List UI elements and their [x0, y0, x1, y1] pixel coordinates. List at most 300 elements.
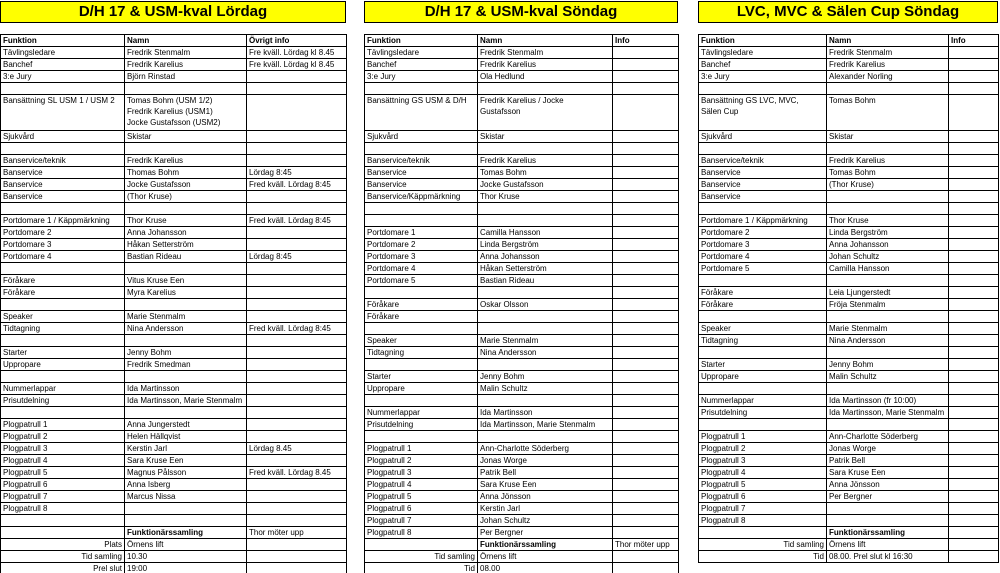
- function-cell: Bansättning GS USM & D/H: [365, 95, 478, 131]
- function-cell: Banservice: [699, 179, 827, 191]
- function-cell: Plogpatrull 4: [1, 455, 125, 467]
- function-cell: Tidtagning: [699, 335, 827, 347]
- name-cell: Håkan Setterström: [478, 263, 613, 275]
- table-row: [365, 419, 679, 431]
- name-cell: [478, 395, 613, 407]
- table-row: [699, 503, 999, 515]
- column-header: Namn: [125, 35, 247, 47]
- function-cell: [1, 515, 125, 527]
- table-row: [699, 431, 999, 443]
- function-cell: Portdomare 3: [1, 239, 125, 251]
- info-cell: [247, 191, 347, 203]
- function-cell: Uppropare: [699, 371, 827, 383]
- table-row: [1, 59, 347, 71]
- function-cell: Tid: [699, 551, 827, 563]
- name-cell: Bastian Rideau: [478, 275, 613, 287]
- function-cell: [365, 323, 478, 335]
- table-row: [365, 143, 679, 155]
- table-row: [365, 347, 679, 359]
- table-row: [1, 131, 347, 143]
- table-row: [365, 167, 679, 179]
- name-cell: Sara Kruse Een: [478, 479, 613, 491]
- function-cell: Banservice: [365, 179, 478, 191]
- info-cell: [613, 263, 679, 275]
- info-cell: [613, 203, 679, 215]
- table-row: [365, 251, 679, 263]
- info-cell: [949, 179, 999, 191]
- function-cell: [1, 407, 125, 419]
- column-header: Funktion: [1, 35, 125, 47]
- info-cell: [949, 455, 999, 467]
- name-cell: [827, 347, 949, 359]
- function-cell: Plogpatrull 5: [1, 467, 125, 479]
- function-cell: Portdomare 4: [699, 251, 827, 263]
- function-cell: Prisutdelning: [365, 419, 478, 431]
- name-cell: Camilla Hansson: [827, 263, 949, 275]
- info-cell: [949, 71, 999, 83]
- name-cell: Myra Karelius: [125, 287, 247, 299]
- table-row: [1, 347, 347, 359]
- function-cell: Banchef: [365, 59, 478, 71]
- table-row: [699, 71, 999, 83]
- table-row: [699, 443, 999, 455]
- table-row: [1, 287, 347, 299]
- function-cell: 3:e Jury: [365, 71, 478, 83]
- function-cell: Tidtagning: [1, 323, 125, 335]
- panel-title: D/H 17 & USM-kval Söndag: [364, 1, 678, 23]
- table-row: [365, 59, 679, 71]
- table-row: [1, 431, 347, 443]
- function-cell: [365, 287, 478, 299]
- name-cell: [827, 83, 949, 95]
- name-cell: Kerstin Jarl: [478, 503, 613, 515]
- table-row: [365, 407, 679, 419]
- name-cell: Skistar: [827, 131, 949, 143]
- table-row: [365, 527, 679, 539]
- name-cell: [125, 335, 247, 347]
- column-header: Info: [613, 35, 679, 47]
- roster-table: [0, 34, 347, 573]
- name-cell: Thomas Bohm: [125, 167, 247, 179]
- name-cell: Anna Johansson: [125, 227, 247, 239]
- table-row: [699, 95, 999, 131]
- info-cell: [613, 251, 679, 263]
- table-row: [699, 227, 999, 239]
- name-cell: Malin Schultz: [478, 383, 613, 395]
- table-row: [699, 203, 999, 215]
- name-cell: [125, 515, 247, 527]
- table-row: [699, 263, 999, 275]
- info-cell: [613, 239, 679, 251]
- name-cell: Marie Stenmalm: [125, 311, 247, 323]
- table-row: [699, 299, 999, 311]
- table-row: [365, 215, 679, 227]
- info-cell: [613, 551, 679, 563]
- function-cell: [365, 203, 478, 215]
- info-cell: [613, 71, 679, 83]
- info-cell: [613, 491, 679, 503]
- name-cell: 08.00. Prel slut kl 16:30: [827, 551, 949, 563]
- name-cell: Camilla Hansson: [478, 227, 613, 239]
- info-cell: Fred kväll. Lördag 8:45: [247, 323, 347, 335]
- info-cell: [613, 431, 679, 443]
- function-cell: Plogpatrull 4: [699, 467, 827, 479]
- function-cell: Plogpatrull 6: [699, 491, 827, 503]
- table-row: [699, 551, 999, 563]
- name-cell: Fredrik Stenmalm: [125, 47, 247, 59]
- function-cell: Banservice: [699, 191, 827, 203]
- info-cell: [949, 203, 999, 215]
- name-cell: Per Bergner: [827, 491, 949, 503]
- info-cell: [949, 359, 999, 371]
- info-cell: [613, 503, 679, 515]
- info-cell: [613, 467, 679, 479]
- info-cell: [247, 275, 347, 287]
- function-cell: [1, 335, 125, 347]
- function-cell: [1, 263, 125, 275]
- name-cell: [478, 323, 613, 335]
- table-row: [699, 395, 999, 407]
- name-cell: Anna Jönsson: [827, 479, 949, 491]
- name-cell: Ann-Charlotte Söderberg: [478, 443, 613, 455]
- function-cell: Plogpatrull 3: [1, 443, 125, 455]
- table-row: [365, 479, 679, 491]
- info-cell: [949, 443, 999, 455]
- name-cell: Nina Andersson: [125, 323, 247, 335]
- info-cell: [613, 191, 679, 203]
- table-row: [365, 179, 679, 191]
- info-cell: [247, 143, 347, 155]
- name-cell: Patrik Bell: [478, 467, 613, 479]
- info-cell: [949, 503, 999, 515]
- table-row: [1, 215, 347, 227]
- panel-cup-sunday: [698, 1, 998, 572]
- name-cell: Johan Schultz: [827, 251, 949, 263]
- info-cell: [949, 383, 999, 395]
- function-cell: Tid samling: [1, 551, 125, 563]
- info-cell: [949, 59, 999, 71]
- info-cell: [949, 371, 999, 383]
- info-cell: [949, 299, 999, 311]
- info-cell: [949, 491, 999, 503]
- name-cell: Vitus Kruse Een: [125, 275, 247, 287]
- function-cell: [699, 311, 827, 323]
- function-cell: Portdomare 1: [365, 227, 478, 239]
- name-cell: Jonas Worge: [827, 443, 949, 455]
- function-cell: Banservice: [1, 191, 125, 203]
- name-cell: [125, 299, 247, 311]
- name-cell: [478, 143, 613, 155]
- function-cell: Banservice: [1, 167, 125, 179]
- info-cell: [949, 95, 999, 131]
- info-cell: [949, 239, 999, 251]
- info-cell: [949, 47, 999, 59]
- table-row: [1, 95, 347, 131]
- info-cell: [247, 335, 347, 347]
- name-cell: [478, 287, 613, 299]
- function-cell: [699, 419, 827, 431]
- table-row: [365, 83, 679, 95]
- table-row: [699, 371, 999, 383]
- name-cell: Örnens lift: [827, 539, 949, 551]
- info-cell: [613, 47, 679, 59]
- info-cell: [247, 503, 347, 515]
- function-cell: [1, 299, 125, 311]
- name-cell: Jenny Bohm: [125, 347, 247, 359]
- info-cell: [949, 335, 999, 347]
- function-cell: Plogpatrull 1: [699, 431, 827, 443]
- name-cell: Ann-Charlotte Söderberg: [827, 431, 949, 443]
- table-row: [365, 359, 679, 371]
- column-header: Info: [949, 35, 999, 47]
- function-cell: [699, 83, 827, 95]
- function-cell: Prel slut: [1, 563, 125, 573]
- function-cell: Plogpatrull 1: [1, 419, 125, 431]
- column-header: Funktion: [365, 35, 478, 47]
- info-cell: [613, 443, 679, 455]
- function-cell: Plogpatrull 7: [699, 503, 827, 515]
- info-cell: [613, 167, 679, 179]
- function-cell: Portdomare 1 / Käppmärkning: [1, 215, 125, 227]
- info-cell: [247, 347, 347, 359]
- name-cell: Jocke Gustafsson: [478, 179, 613, 191]
- function-cell: [365, 539, 478, 551]
- name-cell: Örnens lift: [125, 539, 247, 551]
- function-cell: Föråkare: [365, 311, 478, 323]
- name-cell: Johan Schultz: [478, 515, 613, 527]
- function-cell: [1, 371, 125, 383]
- name-cell: Fredrik Karelius: [478, 155, 613, 167]
- function-cell: Banservice/teknik: [699, 155, 827, 167]
- info-cell: [247, 83, 347, 95]
- name-cell: Ida Martinsson, Marie Stenmalm: [827, 407, 949, 419]
- name-cell: [827, 275, 949, 287]
- table-header-row: [699, 35, 999, 47]
- table-row: [1, 527, 347, 539]
- table-row: [699, 407, 999, 419]
- info-cell: Lördag 8.45: [247, 443, 347, 455]
- name-cell: [827, 203, 949, 215]
- name-cell: [125, 83, 247, 95]
- panel-title: D/H 17 & USM-kval Lördag: [0, 1, 346, 23]
- table-row: [365, 203, 679, 215]
- info-cell: [613, 155, 679, 167]
- table-row: [1, 167, 347, 179]
- table-row: [365, 455, 679, 467]
- name-cell: Håkan Setterström: [125, 239, 247, 251]
- table-row: [1, 83, 347, 95]
- table-row: [365, 503, 679, 515]
- info-cell: [613, 371, 679, 383]
- info-cell: [247, 539, 347, 551]
- table-row: [699, 179, 999, 191]
- name-cell: Thor Kruse: [478, 191, 613, 203]
- table-row: [699, 167, 999, 179]
- table-row: [365, 263, 679, 275]
- table-row: [1, 275, 347, 287]
- info-cell: Thor möter upp: [247, 527, 347, 539]
- name-cell: 10.30: [125, 551, 247, 563]
- table-row: [365, 383, 679, 395]
- name-cell: [827, 515, 949, 527]
- table-row: [365, 47, 679, 59]
- function-cell: Föråkare: [1, 275, 125, 287]
- name-cell: Marcus Nissa: [125, 491, 247, 503]
- info-cell: [247, 419, 347, 431]
- function-cell: Portdomare 4: [365, 263, 478, 275]
- name-cell: Anna Isberg: [125, 479, 247, 491]
- function-cell: Tid: [365, 563, 478, 573]
- name-cell: [478, 203, 613, 215]
- function-cell: Plogpatrull 2: [1, 431, 125, 443]
- table-row: [365, 395, 679, 407]
- info-cell: [613, 131, 679, 143]
- name-cell: Fredrik Karelius: [125, 155, 247, 167]
- info-cell: [247, 263, 347, 275]
- function-cell: Plogpatrull 6: [1, 479, 125, 491]
- function-cell: Banchef: [699, 59, 827, 71]
- function-cell: [365, 359, 478, 371]
- function-cell: Plogpatrull 2: [699, 443, 827, 455]
- info-cell: [613, 215, 679, 227]
- roster-table: [364, 34, 679, 573]
- function-cell: Tid samling: [699, 539, 827, 551]
- name-cell: Björn Rinstad: [125, 71, 247, 83]
- name-cell: Sara Kruse Een: [125, 455, 247, 467]
- function-cell: Banservice: [1, 179, 125, 191]
- column-header: Funktion: [699, 35, 827, 47]
- name-cell: Fredrik Stenmalm: [478, 47, 613, 59]
- table-row: [699, 491, 999, 503]
- function-cell: Banservice: [699, 167, 827, 179]
- name-cell: Jenny Bohm: [478, 371, 613, 383]
- name-cell: Fredrik Smedman: [125, 359, 247, 371]
- function-cell: Portdomare 5: [699, 263, 827, 275]
- name-cell: Funktionärssamling: [827, 527, 949, 539]
- table-row: [365, 515, 679, 527]
- table-row: [699, 311, 999, 323]
- table-row: [699, 347, 999, 359]
- function-cell: Tävlingsledare: [365, 47, 478, 59]
- table-row: [1, 191, 347, 203]
- function-cell: Speaker: [1, 311, 125, 323]
- function-cell: Banservice/Käppmärkning: [365, 191, 478, 203]
- function-cell: [699, 347, 827, 359]
- name-cell: [478, 215, 613, 227]
- function-cell: [365, 431, 478, 443]
- name-cell: Ola Hedlund: [478, 71, 613, 83]
- name-cell: (Thor Kruse): [125, 191, 247, 203]
- function-cell: Föråkare: [699, 299, 827, 311]
- name-cell: Fredrik Karelius: [125, 59, 247, 71]
- table-row: [1, 311, 347, 323]
- function-cell: Plogpatrull 6: [365, 503, 478, 515]
- name-cell: [827, 503, 949, 515]
- name-cell: [125, 203, 247, 215]
- table-row: [1, 47, 347, 59]
- info-cell: [247, 359, 347, 371]
- table-row: [699, 455, 999, 467]
- function-cell: Plats: [1, 539, 125, 551]
- name-cell: Funktionärssamling: [478, 539, 613, 551]
- info-cell: [613, 515, 679, 527]
- name-cell: Helen Hällqvist: [125, 431, 247, 443]
- name-cell: Sara Kruse Een: [827, 467, 949, 479]
- function-cell: Portdomare 2: [365, 239, 478, 251]
- table-row: [365, 371, 679, 383]
- name-cell: [478, 359, 613, 371]
- function-cell: Plogpatrull 8: [365, 527, 478, 539]
- table-row: [699, 383, 999, 395]
- info-cell: [613, 527, 679, 539]
- name-cell: [478, 83, 613, 95]
- function-cell: Banservice/teknik: [1, 155, 125, 167]
- info-cell: [613, 359, 679, 371]
- name-cell: Funktionärssamling: [125, 527, 247, 539]
- function-cell: Portdomare 5: [365, 275, 478, 287]
- info-cell: [949, 287, 999, 299]
- function-cell: Plogpatrull 8: [1, 503, 125, 515]
- name-cell: Oskar Olsson: [478, 299, 613, 311]
- info-cell: [613, 479, 679, 491]
- name-cell: Thor Kruse: [827, 215, 949, 227]
- info-cell: [949, 479, 999, 491]
- function-cell: Plogpatrull 5: [699, 479, 827, 491]
- name-cell: [827, 419, 949, 431]
- roster-table: [698, 34, 999, 563]
- name-cell: Fredrik Karelius / Jocke Gustafsson: [478, 95, 613, 131]
- info-cell: [613, 419, 679, 431]
- info-cell: [613, 143, 679, 155]
- table-row: [699, 47, 999, 59]
- table-row: [699, 335, 999, 347]
- table-row: [699, 215, 999, 227]
- table-row: [365, 311, 679, 323]
- table-row: [699, 359, 999, 371]
- table-row: [365, 287, 679, 299]
- name-cell: Tomas Bohm (USM 1/2) Fredrik Karelius (USM1) Jocke Gustafsson (USM2): [125, 95, 247, 131]
- name-cell: Marie Stenmalm: [478, 335, 613, 347]
- info-cell: Lördag 8:45: [247, 251, 347, 263]
- table-row: [699, 539, 999, 551]
- function-cell: Uppropare: [365, 383, 478, 395]
- name-cell: [125, 407, 247, 419]
- table-row: [1, 323, 347, 335]
- table-row: [365, 275, 679, 287]
- panel-sunday: [364, 1, 678, 572]
- info-cell: [247, 383, 347, 395]
- info-cell: [949, 311, 999, 323]
- name-cell: Skistar: [125, 131, 247, 143]
- info-cell: [247, 407, 347, 419]
- table-row: [699, 527, 999, 539]
- table-row: [365, 155, 679, 167]
- table-row: [1, 539, 347, 551]
- info-cell: [949, 551, 999, 563]
- table-row: [365, 443, 679, 455]
- name-cell: Magnus Pålsson: [125, 467, 247, 479]
- table-row: [1, 371, 347, 383]
- function-cell: [1, 527, 125, 539]
- function-cell: Tävlingsledare: [699, 47, 827, 59]
- function-cell: Uppropare: [1, 359, 125, 371]
- info-cell: [613, 287, 679, 299]
- info-cell: [613, 347, 679, 359]
- function-cell: Bansättning GS LVC, MVC, Sälen Cup: [699, 95, 827, 131]
- table-row: [699, 155, 999, 167]
- info-cell: [247, 371, 347, 383]
- table-row: [1, 383, 347, 395]
